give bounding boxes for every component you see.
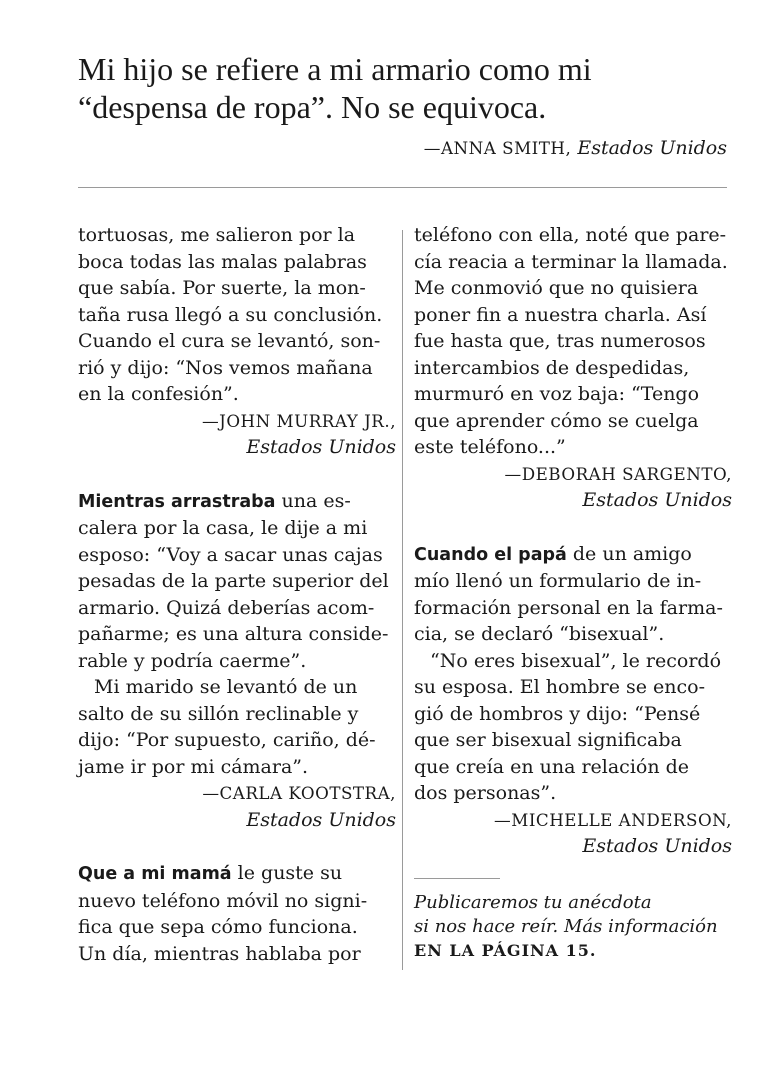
left-column [78, 222, 396, 967]
attribution-name: —MICHELLE ANDERSON, [494, 809, 732, 830]
story-line: Cuando el cura se levantó, son- [78, 330, 381, 352]
story-line: que sabía. Por suerte, la mon- [78, 277, 366, 299]
story-2 [78, 488, 396, 834]
story-first-line [78, 860, 396, 888]
story-line: calera por la casa, le dije a mi [78, 517, 368, 539]
story-line: que aprender cómo se cuelga [414, 409, 699, 432]
story-line-rest: de un amigo [566, 542, 692, 565]
attribution-name: —ANNA SMITH, [423, 138, 572, 158]
story-line: cía reacia a terminar la llamada. [414, 250, 728, 273]
story-line: pañarme; es una altura conside- [78, 623, 389, 645]
story-line: jame ir por mi cámara”. [78, 755, 309, 778]
story-line: intercambios de despedidas, [414, 356, 690, 379]
story-line-rest: una es- [275, 489, 351, 512]
story-line: dos personas”. [414, 782, 557, 804]
column-divider [402, 230, 403, 970]
story-line-rest: le guste su [231, 862, 343, 884]
story-line: cia, se declaró “bisexual”. [414, 623, 665, 645]
story-4 [414, 541, 732, 860]
story-line: Mi marido se levantó de un [94, 676, 358, 698]
footnote-line: si nos hace reír. Más información [414, 915, 718, 937]
footnote-divider [414, 878, 500, 879]
story-1 [78, 222, 396, 461]
story-3-continued [414, 222, 732, 514]
pull-quote [78, 50, 728, 126]
footnote-line: Publicaremos tu anécdota [414, 891, 652, 913]
attribution-name: —DEBORAH SARGENTO, [504, 463, 732, 484]
pull-quote-attribution [424, 137, 727, 159]
story-lead: Que a mi mamá [78, 864, 232, 884]
pull-quote-line-2: “despensa de ropa”. No se equivoca. [78, 89, 547, 125]
story-line: que creía en una relación de [414, 755, 690, 778]
story-line: nuevo teléfono móvil no signi- [78, 889, 368, 912]
story-line: Me conmovió que no quisiera [414, 277, 699, 299]
story-line: mío llenó un formulario de in- [414, 570, 702, 592]
story-line: rable y podría caerme”. [78, 649, 307, 672]
footnote-page-reference: EN LA PÁGINA 15. [414, 940, 597, 960]
story-line: “No eres bisexual”, le recordó [430, 649, 722, 672]
story-line: tortuosas, me salieron por la [78, 224, 356, 246]
story-line: taña rusa llegó a su conclusión. [78, 303, 383, 326]
story-line: teléfono con ella, noté que pare- [414, 224, 727, 246]
story-line: esposo: “Voy a sacar unas cajas [78, 543, 383, 566]
story-line: rió y dijo: “Nos vemos mañana [78, 356, 373, 379]
story-line: fica que sepa cómo funciona. [78, 916, 358, 938]
story-line: formación personal en la farma- [414, 596, 723, 619]
attribution-name: —CARLA KOOTSTRA, [202, 783, 396, 803]
story-line: este teléfono...” [414, 436, 566, 458]
story-line: Un día, mientras hablaba por [78, 942, 361, 965]
footnote [414, 891, 732, 963]
story-line: fue hasta que, tras numerosos [414, 330, 706, 352]
attribution-place: Estados Unidos [246, 808, 396, 831]
story-line: poner fin a nuestra charla. Así [414, 303, 707, 326]
story-line: que ser bisexual significaba [414, 729, 682, 751]
story-line: dijo: “Por supuesto, cariño, dé- [78, 729, 376, 751]
story-first-line [78, 488, 396, 516]
attribution-name: —JOHN MURRAY JR., [201, 410, 396, 431]
story-line: pesadas de la parte superior del [78, 570, 389, 592]
attribution-place: Estados Unidos [577, 137, 727, 159]
horizontal-divider [78, 187, 727, 188]
story-first-line [414, 541, 732, 569]
story-line: murmuró en voz baja: “Tengo [414, 383, 700, 405]
attribution-place: Estados Unidos [582, 489, 732, 511]
attribution-place: Estados Unidos [246, 436, 396, 458]
story-3 [78, 860, 396, 967]
right-column [414, 222, 732, 963]
story-line: su esposa. El hombre se enco- [414, 676, 706, 698]
pull-quote-line-1: Mi hijo se refiere a mi armario como mi [78, 51, 592, 87]
story-line: gió de hombros y dijo: “Pensé [414, 702, 701, 725]
story-lead: Mientras arrastraba [78, 491, 276, 512]
story-line: boca todas las malas palabras [78, 250, 367, 273]
attribution-place: Estados Unidos [582, 835, 732, 857]
story-lead: Cuando el papá [414, 544, 567, 565]
story-line: armario. Quizá deberías acom- [78, 596, 375, 619]
story-line: en la confesión”. [78, 383, 239, 405]
story-line: salto de su sillón reclinable y [78, 702, 359, 725]
